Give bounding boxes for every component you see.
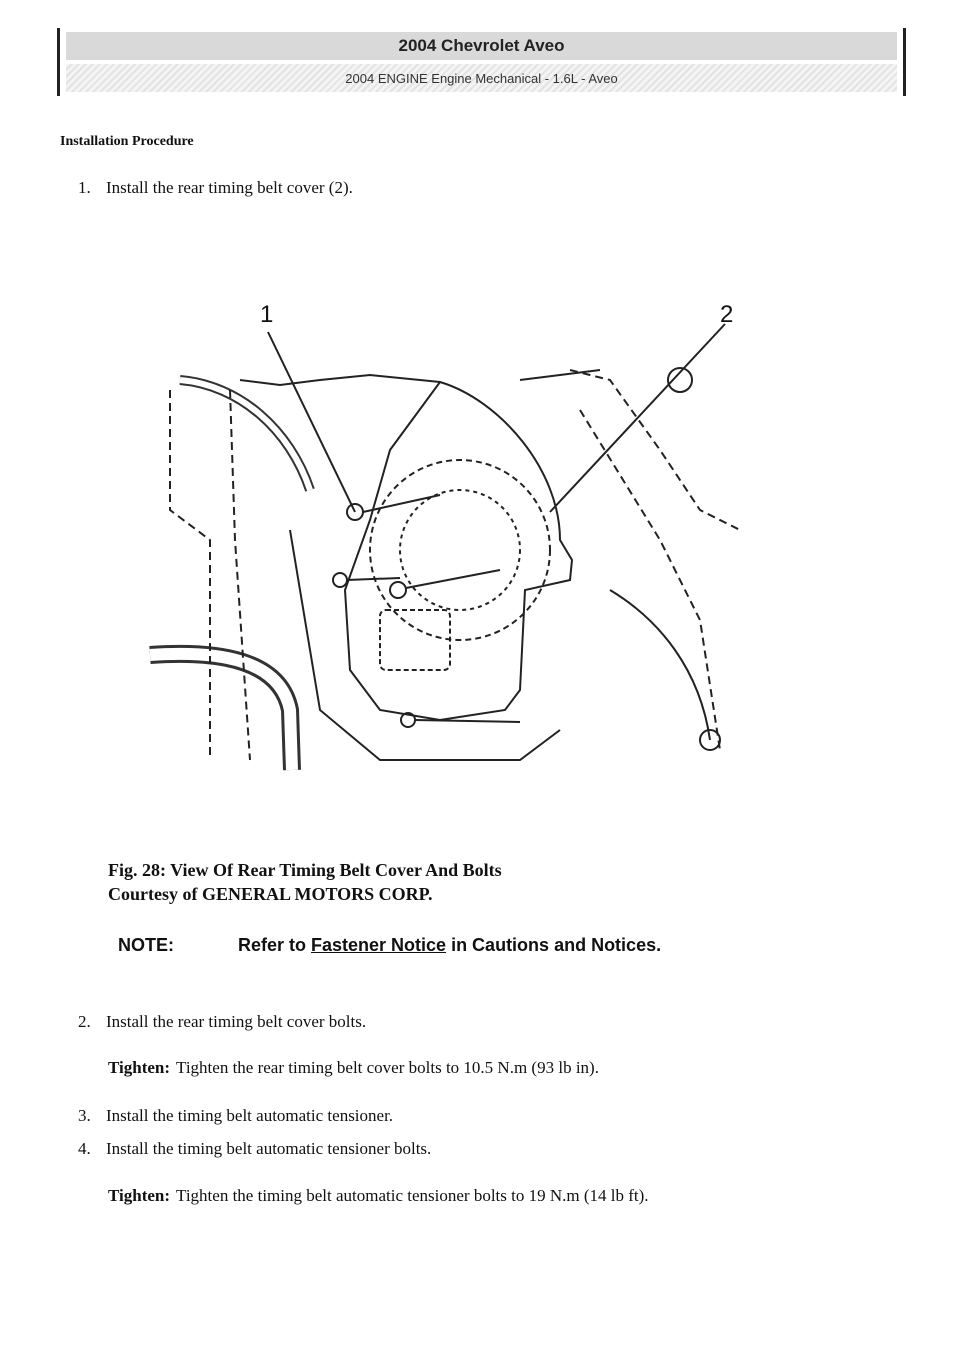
callout-1-label: 1 [260,301,274,328]
note-text-after: in Cautions and Notices. [446,935,662,955]
step-text: Install the rear timing belt cover bolts. [106,1012,367,1031]
fastener-notice-link[interactable]: Fastener Notice [311,935,447,955]
figure-caption [108,858,502,906]
header-title: 2004 Chevrolet Aveo [66,32,897,60]
note-text-before: Refer to [238,935,312,955]
tighten-label: Tighten: [108,1186,171,1205]
document-header [57,28,906,96]
step-number: 4. [78,1139,91,1158]
note-label: NOTE: [118,935,174,955]
timing-belt-cover-illustration [140,290,760,780]
note-body [238,932,698,958]
section-title: Installation Procedure [60,134,194,149]
step-number: 2. [78,1012,91,1031]
step-text: Install the rear timing belt cover (2). [106,178,353,197]
callout-2-leader [550,324,725,512]
tighten-text: Tighten the timing belt automatic tensioner bolts to 19 N.m (14 lb ft). [176,1186,649,1205]
tighten-text: Tighten the rear timing belt cover bolts to 10.5 N.m (93 lb in). [176,1058,599,1077]
step-number: 3. [78,1106,91,1125]
tighten-spec-2 [108,1186,649,1206]
rear-timing-belt-cover [345,382,572,720]
callout-2-label: 2 [720,301,734,328]
step-text: Install the timing belt automatic tensioner bolts. [106,1139,432,1158]
step-number: 1. [78,178,91,197]
caption-credit: Courtesy of GENERAL MOTORS CORP. [108,884,433,904]
tighten-label: Tighten: [108,1058,171,1077]
caption-title: Fig. 28: View Of Rear Timing Belt Cover And Bolts [108,860,502,880]
tighten-spec-1 [108,1058,599,1078]
step-text: Install the timing belt automatic tensioner. [106,1106,394,1125]
header-subtitle: 2004 ENGINE Engine Mechanical - 1.6L - Aveo [66,64,897,92]
